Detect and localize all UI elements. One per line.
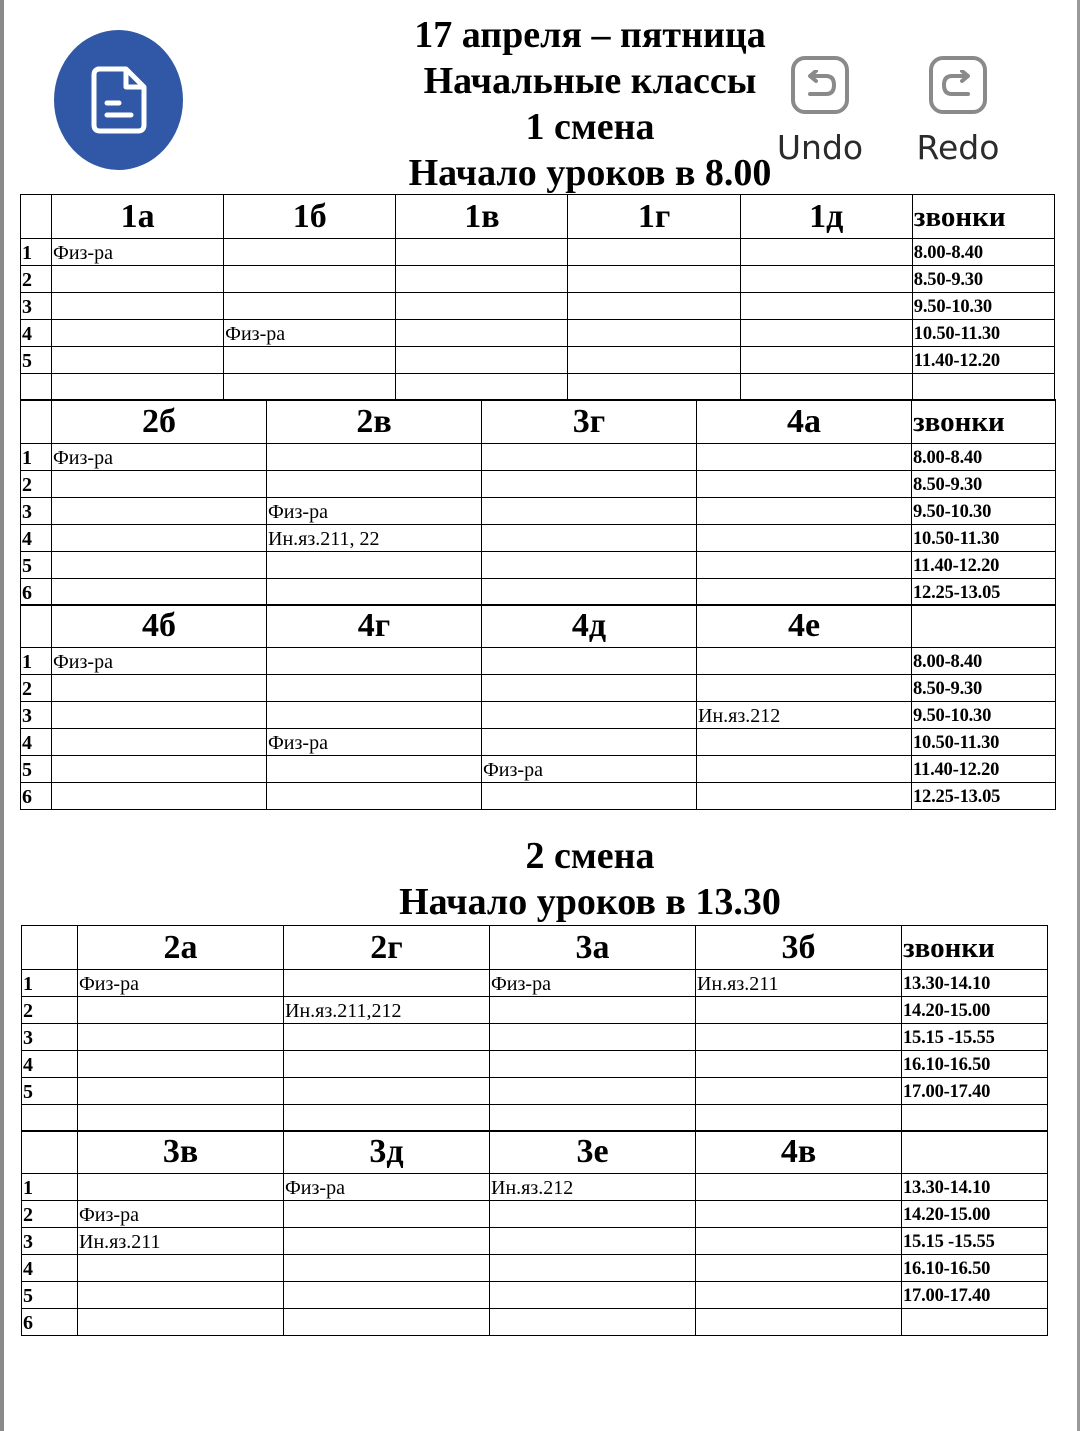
lesson-cell xyxy=(78,1051,284,1078)
lesson-cell xyxy=(697,471,912,498)
lesson-number: 1 xyxy=(21,444,52,471)
lesson-cell xyxy=(78,1255,284,1282)
lesson-number: 3 xyxy=(22,1228,78,1255)
lesson-cell: Ин.яз.212 xyxy=(490,1174,696,1201)
class-header: 2в xyxy=(267,400,482,444)
lesson-cell xyxy=(490,1309,696,1336)
table-row xyxy=(21,293,1055,320)
lesson-cell xyxy=(267,444,482,471)
bell-time: 8.50-9.30 xyxy=(912,675,1056,702)
table-row xyxy=(21,675,1056,702)
lesson-cell xyxy=(284,1105,490,1132)
lesson-cell xyxy=(490,1024,696,1051)
bell-time: 12.25-13.05 xyxy=(912,579,1056,606)
table-row xyxy=(22,1228,1048,1255)
lesson-cell xyxy=(52,498,267,525)
bell-time: 13.30-14.10 xyxy=(902,1174,1048,1201)
lesson-cell: Физ-ра xyxy=(267,498,482,525)
lesson-cell xyxy=(52,320,224,347)
class-header: 3а xyxy=(490,926,696,970)
lesson-cell xyxy=(482,648,697,675)
undo-icon xyxy=(791,56,849,114)
table-row xyxy=(21,347,1055,374)
bell-time xyxy=(902,1105,1048,1132)
lesson-cell xyxy=(52,756,267,783)
lesson-cell xyxy=(482,498,697,525)
lesson-number: 1 xyxy=(21,648,52,675)
lesson-cell xyxy=(52,525,267,552)
date-heading: 17 апреля – пятница xyxy=(414,14,766,56)
table-row xyxy=(21,444,1056,471)
lesson-cell xyxy=(490,997,696,1024)
lesson-cell xyxy=(284,1051,490,1078)
lesson-cell xyxy=(78,1105,284,1132)
lesson-cell xyxy=(697,525,912,552)
lesson-cell xyxy=(697,675,912,702)
lesson-cell xyxy=(490,1228,696,1255)
lesson-cell xyxy=(224,239,396,266)
redo-icon xyxy=(929,56,987,114)
lesson-cell xyxy=(396,374,568,401)
bell-time: 10.50-11.30 xyxy=(912,525,1056,552)
bell-time: 12.25-13.05 xyxy=(912,783,1056,810)
redo-label: Redo xyxy=(916,128,1000,167)
lesson-cell xyxy=(52,783,267,810)
undo-label: Undo xyxy=(776,128,864,167)
lesson-cell: Физ-ра xyxy=(284,1174,490,1201)
schedule-table xyxy=(20,604,1056,810)
lesson-cell xyxy=(267,648,482,675)
lesson-number: 2 xyxy=(21,675,52,702)
bell-time: 13.30-14.10 xyxy=(902,970,1048,997)
lesson-cell xyxy=(396,320,568,347)
lesson-number xyxy=(22,1105,78,1132)
undo-button[interactable] xyxy=(765,56,875,166)
lesson-number xyxy=(21,374,52,401)
table-row xyxy=(21,266,1055,293)
lesson-cell xyxy=(78,1024,284,1051)
lesson-cell xyxy=(52,702,267,729)
class-header: 1г xyxy=(568,195,740,239)
bell-time xyxy=(902,1309,1048,1336)
lesson-cell xyxy=(267,579,482,606)
lesson-cell xyxy=(697,444,912,471)
table-row xyxy=(21,579,1056,606)
lesson-cell: Физ-ра xyxy=(52,239,224,266)
lesson-cell xyxy=(396,239,568,266)
lesson-number: 2 xyxy=(21,266,52,293)
lesson-cell xyxy=(697,579,912,606)
lesson-cell xyxy=(568,347,740,374)
class-header: 2г xyxy=(284,926,490,970)
bell-time: 11.40-12.20 xyxy=(912,756,1056,783)
bell-time: 8.50-9.30 xyxy=(912,266,1054,293)
table-row xyxy=(21,320,1055,347)
schedule-table xyxy=(20,194,1055,401)
bell-time: 11.40-12.20 xyxy=(912,552,1056,579)
corner-cell xyxy=(22,926,78,970)
table-row xyxy=(22,1051,1048,1078)
bell-time: 9.50-10.30 xyxy=(912,293,1054,320)
lesson-number: 6 xyxy=(22,1309,78,1336)
shift1-heading: 1 смена xyxy=(525,106,655,148)
document-icon xyxy=(88,65,150,135)
lesson-cell xyxy=(696,1105,902,1132)
class-header: 3е xyxy=(490,1131,696,1174)
lesson-number: 1 xyxy=(22,970,78,997)
schedule-table xyxy=(20,399,1056,606)
lesson-number: 4 xyxy=(21,729,52,756)
lesson-cell xyxy=(490,1255,696,1282)
lesson-number: 2 xyxy=(22,1201,78,1228)
table-row xyxy=(22,997,1048,1024)
class-header: 4д xyxy=(482,605,697,648)
class-header: 2а xyxy=(78,926,284,970)
lesson-cell xyxy=(284,1078,490,1105)
lesson-number: 4 xyxy=(21,320,52,347)
lesson-cell xyxy=(267,783,482,810)
bell-time: 9.50-10.30 xyxy=(912,702,1056,729)
table-row xyxy=(22,1309,1048,1336)
bells-header: звонки xyxy=(912,400,1056,444)
lesson-cell xyxy=(482,702,697,729)
lesson-cell xyxy=(52,293,224,320)
lesson-cell xyxy=(224,293,396,320)
class-header: 1б xyxy=(224,195,396,239)
lesson-cell: Физ-ра xyxy=(267,729,482,756)
lesson-cell: Физ-ра xyxy=(490,970,696,997)
lesson-cell xyxy=(284,1024,490,1051)
table-row xyxy=(21,756,1056,783)
lesson-cell xyxy=(740,266,912,293)
lesson-number: 3 xyxy=(22,1024,78,1051)
corner-cell xyxy=(21,605,52,648)
lesson-cell xyxy=(490,1078,696,1105)
lesson-cell xyxy=(697,756,912,783)
lesson-cell: Физ-ра xyxy=(224,320,396,347)
bell-time: 16.10-16.50 xyxy=(902,1255,1048,1282)
bell-time xyxy=(912,374,1054,401)
lesson-cell: Физ-ра xyxy=(52,444,267,471)
table-row xyxy=(21,702,1056,729)
lesson-number: 4 xyxy=(21,525,52,552)
lesson-number: 3 xyxy=(21,498,52,525)
lesson-cell xyxy=(490,1201,696,1228)
table-row xyxy=(21,525,1056,552)
lesson-cell xyxy=(396,347,568,374)
class-header: 3в xyxy=(78,1131,284,1174)
lesson-cell xyxy=(696,1051,902,1078)
lesson-cell xyxy=(78,1309,284,1336)
table-row xyxy=(22,1255,1048,1282)
table-row xyxy=(22,1078,1048,1105)
bell-time: 15.15 -15.55 xyxy=(902,1228,1048,1255)
lesson-cell xyxy=(52,374,224,401)
bell-time: 17.00-17.40 xyxy=(902,1078,1048,1105)
lesson-cell xyxy=(52,347,224,374)
table-row xyxy=(21,648,1056,675)
class-header: 2б xyxy=(52,400,267,444)
class-header: 3г xyxy=(482,400,697,444)
lesson-number: 5 xyxy=(21,552,52,579)
class-header: 1в xyxy=(396,195,568,239)
class-header: 3б xyxy=(696,926,902,970)
lesson-cell xyxy=(696,1174,902,1201)
bell-time: 16.10-16.50 xyxy=(902,1051,1048,1078)
lesson-cell xyxy=(284,970,490,997)
lesson-cell xyxy=(696,1078,902,1105)
lesson-number: 1 xyxy=(22,1174,78,1201)
lesson-number: 2 xyxy=(22,997,78,1024)
lesson-cell xyxy=(740,374,912,401)
lesson-cell xyxy=(78,1078,284,1105)
lesson-cell xyxy=(740,293,912,320)
lesson-number: 5 xyxy=(21,347,52,374)
lesson-cell xyxy=(482,729,697,756)
table-row xyxy=(21,239,1055,266)
lesson-cell: Физ-ра xyxy=(52,648,267,675)
schedule-table xyxy=(21,925,1048,1132)
shift1-start-heading: Начало уроков в 8.00 xyxy=(408,152,772,194)
lesson-cell: Ин.яз.211 xyxy=(78,1228,284,1255)
lesson-number: 2 xyxy=(21,471,52,498)
lesson-cell xyxy=(696,1201,902,1228)
shift2-heading: 2 смена xyxy=(525,835,655,877)
lesson-cell xyxy=(482,471,697,498)
lesson-cell xyxy=(482,783,697,810)
lesson-cell xyxy=(482,444,697,471)
lesson-cell xyxy=(490,1051,696,1078)
lesson-cell xyxy=(490,1105,696,1132)
lesson-cell xyxy=(78,1174,284,1201)
lesson-cell xyxy=(740,239,912,266)
lesson-number: 6 xyxy=(21,783,52,810)
page-edge-left xyxy=(0,0,4,1431)
lesson-number: 5 xyxy=(22,1078,78,1105)
table-row xyxy=(22,1024,1048,1051)
lesson-cell xyxy=(482,675,697,702)
bell-time: 8.50-9.30 xyxy=(912,471,1056,498)
lesson-cell xyxy=(568,320,740,347)
lesson-cell xyxy=(224,347,396,374)
lesson-cell xyxy=(568,239,740,266)
lesson-cell: Ин.яз.212 xyxy=(697,702,912,729)
lesson-number: 3 xyxy=(21,293,52,320)
lesson-number: 5 xyxy=(21,756,52,783)
lesson-cell xyxy=(696,1309,902,1336)
lesson-cell xyxy=(396,293,568,320)
lesson-cell xyxy=(52,729,267,756)
lesson-number: 4 xyxy=(22,1051,78,1078)
lesson-cell xyxy=(740,347,912,374)
lesson-number: 3 xyxy=(21,702,52,729)
lesson-cell xyxy=(52,675,267,702)
lesson-cell xyxy=(267,675,482,702)
table-row xyxy=(21,552,1056,579)
lesson-cell xyxy=(697,783,912,810)
lesson-cell xyxy=(696,1228,902,1255)
bell-time: 14.20-15.00 xyxy=(902,1201,1048,1228)
lesson-cell: Ин.яз.211, 22 xyxy=(267,525,482,552)
lesson-number: 4 xyxy=(22,1255,78,1282)
lesson-cell xyxy=(284,1282,490,1309)
bell-time: 10.50-11.30 xyxy=(912,729,1056,756)
bell-time: 14.20-15.00 xyxy=(902,997,1048,1024)
table-row xyxy=(22,1105,1048,1132)
corner-cell xyxy=(21,195,52,239)
lesson-cell xyxy=(267,756,482,783)
table-row xyxy=(22,1201,1048,1228)
lesson-cell: Физ-ра xyxy=(482,756,697,783)
lesson-cell xyxy=(482,579,697,606)
document-button[interactable] xyxy=(54,30,183,170)
bell-time: 8.00-8.40 xyxy=(912,239,1054,266)
lesson-cell: Ин.яз.211 xyxy=(696,970,902,997)
lesson-cell: Ин.яз.211,212 xyxy=(284,997,490,1024)
lesson-cell xyxy=(224,374,396,401)
corner-cell xyxy=(22,1131,78,1174)
redo-button[interactable] xyxy=(903,56,1013,166)
lesson-cell xyxy=(52,266,224,293)
lesson-cell xyxy=(697,498,912,525)
bells-header xyxy=(902,1131,1048,1174)
lesson-cell xyxy=(284,1309,490,1336)
class-header: 3д xyxy=(284,1131,490,1174)
bell-time: 8.00-8.40 xyxy=(912,648,1056,675)
lesson-cell xyxy=(697,648,912,675)
lesson-cell: Физ-ра xyxy=(78,970,284,997)
lesson-cell xyxy=(696,1024,902,1051)
schedule-table xyxy=(21,1130,1048,1336)
table-row xyxy=(22,970,1048,997)
lesson-cell xyxy=(78,997,284,1024)
lesson-cell xyxy=(697,552,912,579)
bell-time: 11.40-12.20 xyxy=(912,347,1054,374)
class-header: 4г xyxy=(267,605,482,648)
lesson-cell xyxy=(78,1282,284,1309)
table-row xyxy=(21,471,1056,498)
lesson-cell xyxy=(396,266,568,293)
table-row xyxy=(21,374,1055,401)
lesson-cell xyxy=(284,1255,490,1282)
bells-header: звонки xyxy=(912,195,1054,239)
lesson-cell xyxy=(482,552,697,579)
lesson-cell xyxy=(696,1282,902,1309)
table-row xyxy=(21,729,1056,756)
lesson-cell xyxy=(490,1282,696,1309)
lesson-cell: Физ-ра xyxy=(78,1201,284,1228)
lesson-number: 5 xyxy=(22,1282,78,1309)
bell-time: 9.50-10.30 xyxy=(912,498,1056,525)
class-header: 4в xyxy=(696,1131,902,1174)
lesson-cell xyxy=(482,525,697,552)
table-row xyxy=(21,498,1056,525)
lesson-cell xyxy=(224,266,396,293)
class-header: 1д xyxy=(740,195,912,239)
lesson-cell xyxy=(740,320,912,347)
lesson-cell xyxy=(52,579,267,606)
bell-time: 17.00-17.40 xyxy=(902,1282,1048,1309)
table-row xyxy=(22,1282,1048,1309)
bells-header xyxy=(912,605,1056,648)
lesson-cell xyxy=(52,552,267,579)
lesson-cell xyxy=(697,729,912,756)
lesson-cell xyxy=(52,471,267,498)
table-row xyxy=(22,1174,1048,1201)
lesson-number: 6 xyxy=(21,579,52,606)
lesson-cell xyxy=(568,266,740,293)
bell-time: 8.00-8.40 xyxy=(912,444,1056,471)
lesson-cell xyxy=(568,374,740,401)
subtitle-heading: Начальные классы xyxy=(423,60,757,102)
lesson-cell xyxy=(696,1255,902,1282)
table-row xyxy=(21,783,1056,810)
lesson-cell xyxy=(284,1228,490,1255)
lesson-cell xyxy=(696,997,902,1024)
lesson-cell xyxy=(568,293,740,320)
lesson-cell xyxy=(284,1201,490,1228)
bell-time: 15.15 -15.55 xyxy=(902,1024,1048,1051)
lesson-cell xyxy=(267,471,482,498)
lesson-cell xyxy=(267,702,482,729)
shift2-start-heading: Начало уроков в 13.30 xyxy=(399,881,781,923)
class-header: 4б xyxy=(52,605,267,648)
class-header: 4е xyxy=(697,605,912,648)
bells-header: звонки xyxy=(902,926,1048,970)
corner-cell xyxy=(21,400,52,444)
lesson-number: 1 xyxy=(21,239,52,266)
class-header: 4а xyxy=(697,400,912,444)
class-header: 1а xyxy=(52,195,224,239)
bell-time: 10.50-11.30 xyxy=(912,320,1054,347)
lesson-cell xyxy=(267,552,482,579)
